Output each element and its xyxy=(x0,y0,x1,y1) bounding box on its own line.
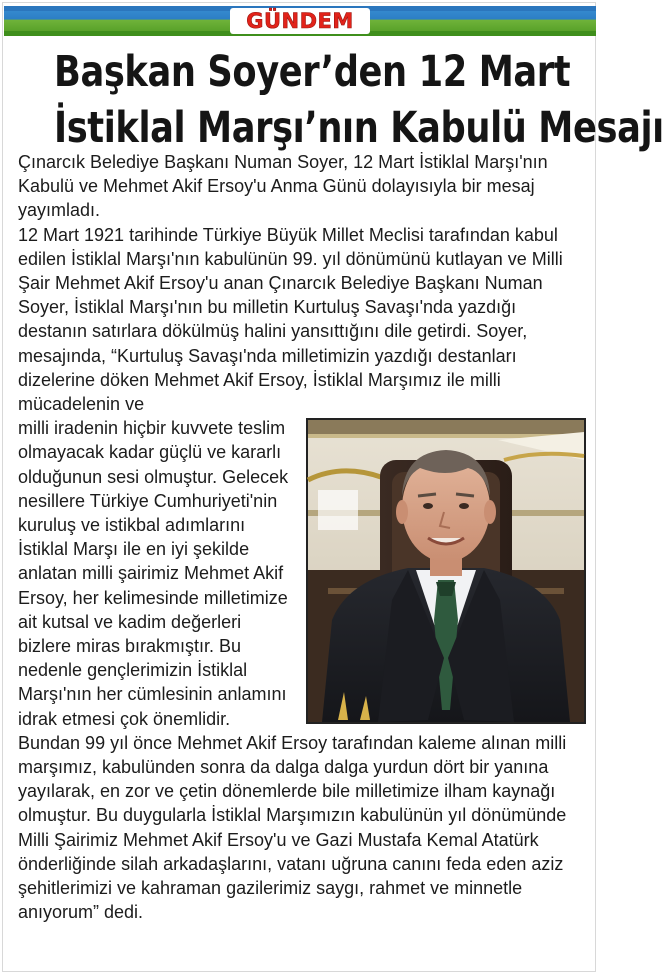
article-paragraph-1: Çınarcık Belediye Başkanı Numan Soyer, 12 Mart İstiklal Marşı'nın Kabulü ve Mehmet Akif Ersoy'u Anma Günü dolayısıyla bir mesaj yayımladı. xyxy=(18,152,548,221)
headline xyxy=(54,44,664,156)
headline-line-2: İstiklal Marşı’nın Kabulü Mesajı xyxy=(54,103,664,153)
headline-line-1: Başkan Soyer’den 12 Mart xyxy=(54,47,571,97)
article-paragraph-2-lead xyxy=(18,223,586,417)
portrait-illustration xyxy=(308,420,584,722)
section-label-tab xyxy=(230,8,370,34)
portrait-photo xyxy=(306,418,586,724)
article-paragraph-2-continued: milli iradenin hiçbir kuvvete teslim olmayacak kadar güçlü ve kararlı olduğunun sesi olmuştur. Gelecek nesillere Türkiye Cumhuriyeti'nin kuruluş ve istikbal adımlarını İstiklal Marşı ile en iyi şekilde anlatan milli şairimiz Mehmet Akif Ersoy, her kelimesinde milletimize ait kutsal ve kadim değerleri bizlere miras bırakmıştır. Bu nedenle gençlerimizin İstiklal Marşı'nın her cümlesinin anlamını idrak etmesi çok önemlidir. Bundan 99 yıl önce Mehmet Akif Ersoy tarafından kaleme alınan milli marşımız, kabulünden sonra da dalga dalga yurdun dört bir yanına yayılarak, en zor ve çetin dönemlerde bile milletimize ilham kaynağı olmuştur. Bu duygularla İstiklal Marşımızın kabulünün yıl dönümünde Milli Şairimiz Mehmet Akif Ersoy'u ve Gazi Mustafa Kemal Atatürk önderliğinde silah arkadaşlarını, vatanı uğruna canını feda eden aziz şehitlerimizi ve kahraman gazilerimiz saygı, rahmet ve minnetle anıyorum” dedi. xyxy=(18,418,567,923)
photo-frame xyxy=(306,418,586,724)
section-label: GÜNDEM xyxy=(246,9,354,33)
article-paragraph-2-start: 12 Mart 1921 tarihinde Türkiye Büyük Millet Meclisi tarafından kabul edilen İstiklal Marşı'nın kabulünün 99. yıl dönümünü kutlayan ve Milli Şair Mehmet Akif Ersoy'u anan Çınarcık Belediye Başkanı Numan Soyer, İstiklal Marşı'nın bu milletin Kurtuluş Savaşı'nda yazdığı destanın satırlara dökülmüş halini yansıttığını dile getirdi. Soyer, mesajında, “Kurtuluş Savaşı'nda milletimizin yazdığı destanları dizelerine döken Mehmet Akif Ersoy, İstiklal Marşımız ile milli mücadelenin ve xyxy=(18,224,563,415)
section-header-band xyxy=(4,6,596,36)
article-body xyxy=(18,150,586,925)
